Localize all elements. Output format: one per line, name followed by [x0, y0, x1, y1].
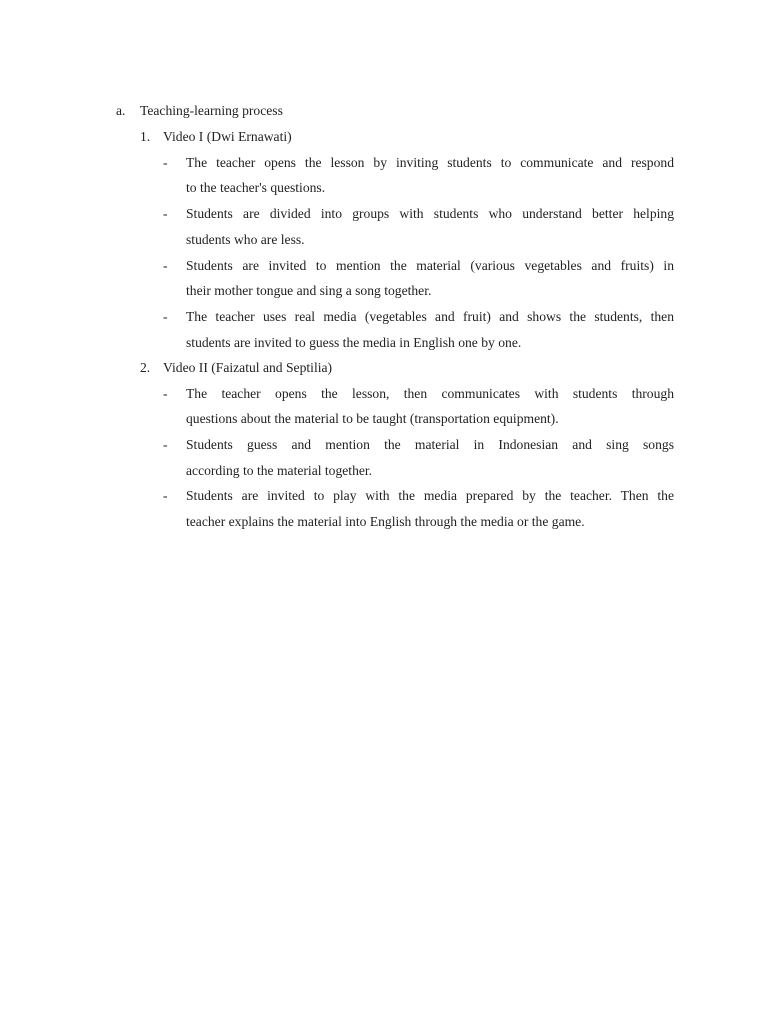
bullet-line: Students are divided into groups with students who understand better helping — [186, 206, 674, 221]
video-2-title: Video II (Faizatul and Septilia) — [163, 360, 333, 375]
bullet-dash: - — [163, 386, 168, 401]
video-1-title: Video I (Dwi Ernawati) — [163, 129, 292, 144]
bullet-dash: - — [163, 488, 168, 503]
bullet-line: questions about the material to be taught (transportation equipment). — [186, 411, 559, 426]
bullet-dash: - — [163, 258, 168, 273]
section-title: Teaching-learning process — [140, 103, 283, 118]
bullet-line: The teacher opens the lesson by inviting students to communicate and respond — [186, 155, 674, 170]
bullet-line: Students guess and mention the material in Indonesian and sing songs — [186, 437, 674, 452]
bullet-dash: - — [163, 309, 168, 324]
bullet-line: their mother tongue and sing a song together. — [186, 283, 432, 298]
bullet-line: according to the material together. — [186, 463, 373, 478]
bullet-line: teacher explains the material into English through the media or the game. — [186, 514, 585, 529]
bullet-dash: - — [163, 155, 168, 170]
bullet-line: students are invited to guess the media in English one by one. — [186, 335, 522, 350]
bullet-line: Students are invited to mention the material (various vegetables and fruits) in — [186, 258, 674, 273]
bullet-dash: - — [163, 206, 168, 221]
section-marker: a. — [116, 103, 126, 118]
bullet-line: to the teacher's questions. — [186, 180, 326, 195]
bullet-line: The teacher opens the lesson, then communicates with students through — [186, 386, 674, 401]
bullet-line: The teacher uses real media (vegetables and fruit) and shows the students, then — [186, 309, 674, 324]
video-1-marker: 1. — [140, 129, 151, 144]
bullet-dash: - — [163, 437, 168, 452]
video-2-marker: 2. — [140, 360, 151, 375]
bullet-line: Students are invited to play with the media prepared by the teacher. Then the — [186, 488, 674, 503]
bullet-line: students who are less. — [186, 232, 305, 247]
